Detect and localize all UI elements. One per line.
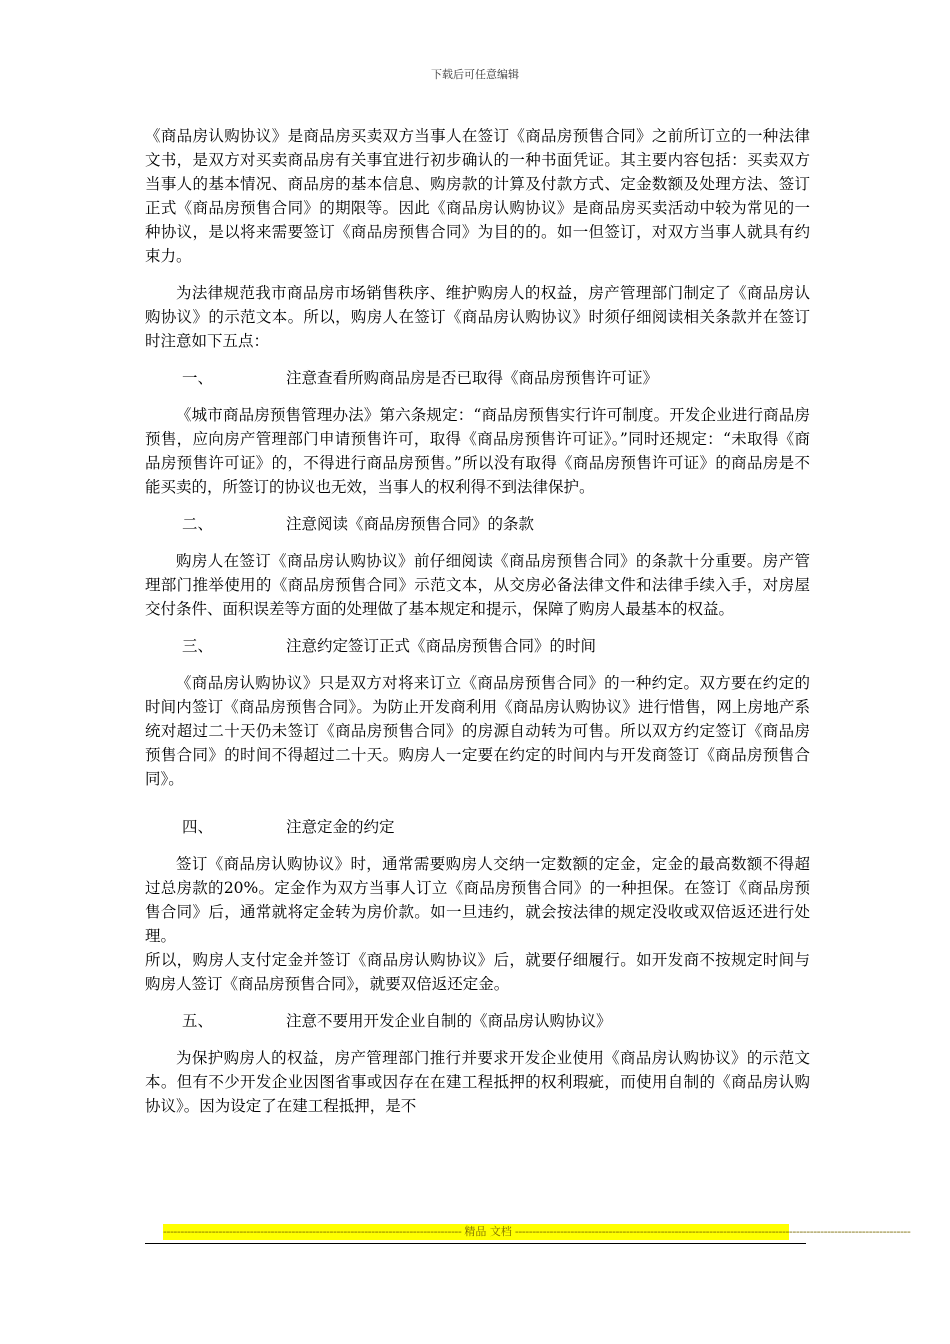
section-4-body-continued: 所以，购房人支付定金并签订《商品房认购协议》后，就要仔细履行。如开发商不按规定时间与购房人签订《商品房预售合同》，就要双倍返还定金。 [145, 951, 810, 993]
section-number: 五、 [182, 1012, 214, 1030]
section-5-body: 为保护购房人的权益，房产管理部门推行并要求开发企业使用《商品房认购协议》的示范文本。但有不少开发企业因图省事或因存在在建工程抵押的权利瑕疵，而使用自制的《商品房认购协议》。因为设定了在建工程抵押，是不 [145, 1049, 810, 1115]
section-number: 二、 [182, 515, 214, 533]
purpose-paragraph: 为法律规范我市商品房市场销售秩序、维护购房人的权益，房产管理部门制定了《商品房认购协议》的示范文本。所以，购房人在签订《商品房认购协议》时须仔细阅读相关条款并在签订时注意如下五点： [145, 284, 810, 350]
section-4-body: 签订《商品房认购协议》时，通常需要购房人交纳一定数额的定金，定金的最高数额不得超过总房款的20%。定金作为双方当事人订立《商品房预售合同》的一种担保。在签订《商品房预售合同》后，通常就将定金转为房价款。如一旦违约，就会按法律的规定没收或双倍返还进行处理。 [145, 855, 810, 945]
section-title: 注意不要用开发企业自制的《商品房认购协议》 [286, 1012, 612, 1030]
page-header-note: 下载后可任意编辑 [431, 68, 519, 81]
section-number: 四、 [182, 818, 214, 836]
footer-dashes-left: -------------------------------------------------------------------------------------- [163, 1225, 462, 1238]
section-title: 注意阅读《商品房预售合同》的条款 [286, 515, 535, 533]
section-2-body: 购房人在签订《商品房认购协议》前仔细阅读《商品房预售合同》的条款十分重要。房产管理部门推举使用的《商品房预售合同》示范文本，从交房必备法律文件和法律手续入手，对房屋交付条件、面积误差等方面的处理做了基本规定和提示，保障了购房人最基本的权益。 [145, 552, 810, 618]
section-title: 注意查看所购商品房是否已取得《商品房预售许可证》 [286, 369, 659, 387]
footer-label: 精品 文档 [464, 1225, 512, 1238]
document-body [145, 124, 810, 1118]
footer-dashes-right: ------------------------------------------------------------------------------------------------------------------ [514, 1225, 911, 1238]
section-heading-2 [145, 512, 810, 536]
intro-paragraph: 《商品房认购协议》是商品房买卖双方当事人在签订《商品房预售合同》之前所订立的一种法律文书，是双方对买卖商品房有关事宜进行初步确认的一种书面凭证。其主要内容包括：买卖双方当事人的基本情况、商品房的基本信息、购房款的计算及付款方式、定金数额及处理方法、签订正式《商品房预售合同》的期限等。因此《商品房认购协议》是商品房买卖活动中较为常见的一种协议，是以将来需要签订《商品房预售合同》为目的的。如一但签订，对双方当事人就具有约束力。 [145, 127, 810, 265]
section-number: 三、 [182, 637, 214, 655]
section-number: 一、 [182, 369, 214, 387]
section-heading-5 [145, 1009, 810, 1033]
footer-rule [145, 1243, 806, 1244]
section-heading-1 [145, 366, 810, 390]
section-title: 注意定金的约定 [286, 818, 395, 836]
section-3-body: 《商品房认购协议》只是双方对将来订立《商品房预售合同》的一种约定。双方要在约定的时间内签订《商品房预售合同》。为防止开发商利用《商品房认购协议》进行惜售，网上房地产系统对超过二十天仍未签订《商品房预售合同》的房源自动转为可售。所以双方约定签订《商品房预售合同》的时间不得超过二十天。购房人一定要在约定的时间内与开发商签订《商品房预售合同》。 [145, 674, 810, 788]
section-heading-4 [145, 815, 810, 839]
footer-highlight-bar [163, 1224, 911, 1240]
section-title: 注意约定签订正式《商品房预售合同》的时间 [286, 637, 597, 655]
section-1-body: 《城市商品房预售管理办法》第六条规定：“商品房预售实行许可制度。开发企业进行商品房预售，应向房产管理部门申请预售许可，取得《商品房预售许可证》。”同时还规定：“未取得《商品房预售许可证》的，不得进行商品房预售。”所以没有取得《商品房预售许可证》的商品房是不能买卖的，所签订的协议也无效，当事人的权利得不到法律保护。 [145, 406, 810, 496]
section-heading-3 [145, 634, 810, 658]
